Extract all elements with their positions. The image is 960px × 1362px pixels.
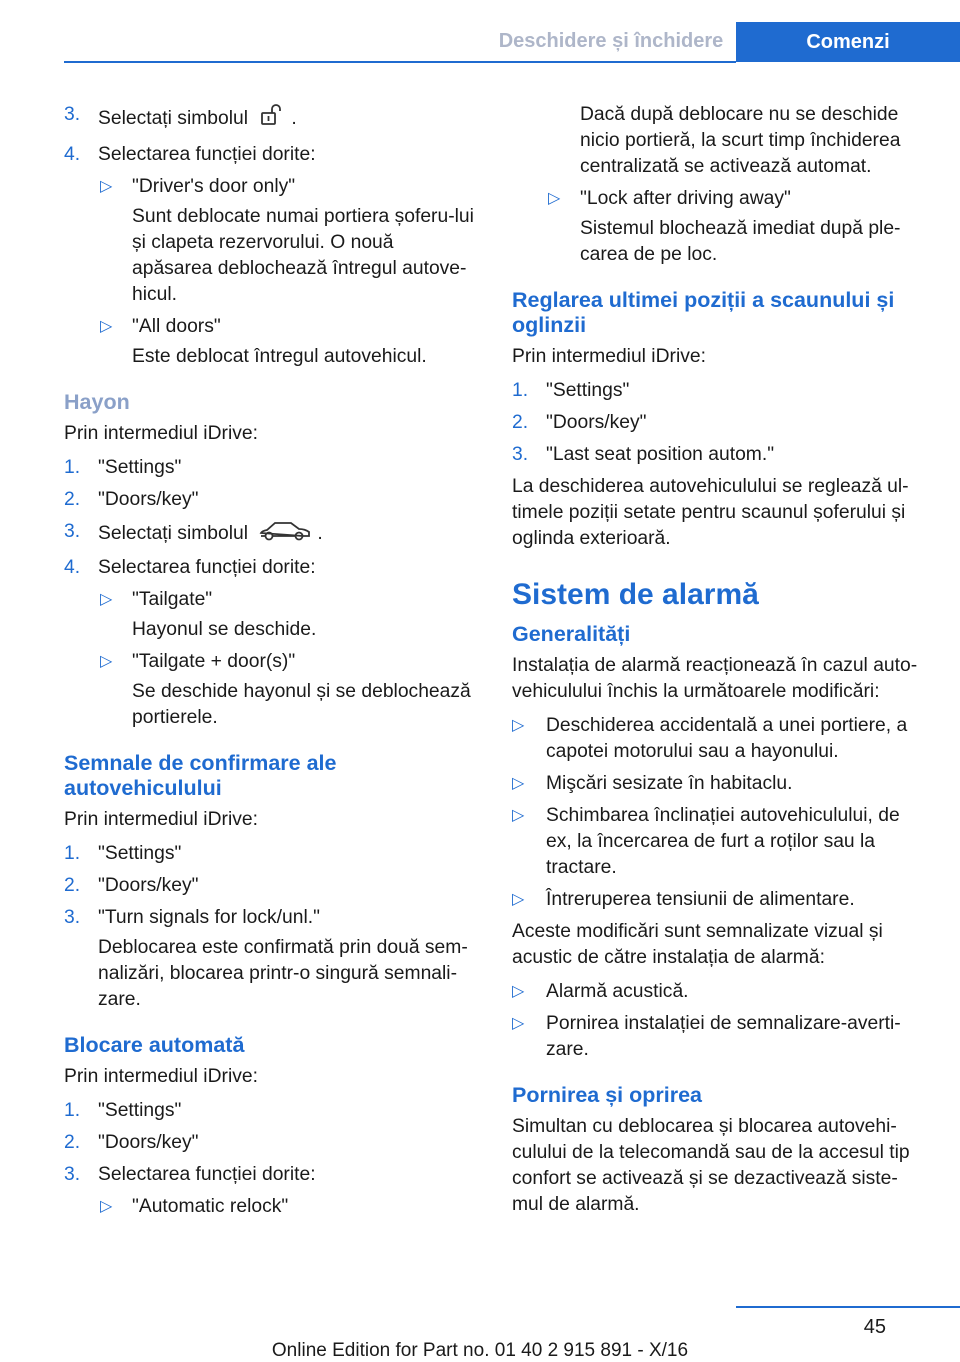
list-item: [64, 487, 478, 513]
triangle-right-icon: ▷: [512, 891, 525, 908]
item-number: 1.: [512, 380, 529, 401]
sub-item: [64, 174, 478, 308]
right-column: [512, 102, 926, 1226]
item-text: Selectarea funcției dorite:: [98, 1164, 316, 1185]
item-text: "Doors/key": [98, 1132, 199, 1153]
section-outro: La deschiderea autovehiculului se reglează ul-timele poziții setate pentru scaunul șoferului și oglinda exterioară.: [512, 476, 909, 549]
sub-item-desc: Hayonul se deschide.: [132, 619, 317, 640]
footer-edition: Online Edition for Part no. 01 40 2 915 891 - X/16: [271, 1340, 689, 1361]
list-item: [64, 841, 478, 867]
triangle-right-icon: ▷: [100, 178, 113, 195]
bullet-item: [512, 713, 926, 765]
item-number: 3.: [64, 907, 81, 928]
sub-item: [64, 1194, 478, 1220]
item-number: 4.: [64, 557, 81, 578]
bullet-text: Pornirea instalației de semnalizare-averti-zare.: [546, 1013, 901, 1060]
section-heading-reglare: Reglarea ultimei poziții a scaunului și oglinzii: [512, 288, 895, 337]
triangle-right-icon: ▷: [100, 318, 113, 335]
triangle-right-icon: ▷: [512, 983, 525, 1000]
page-number: 45: [863, 1316, 886, 1338]
item-text: Selectarea funcției dorite:: [98, 144, 316, 165]
section-intro: Prin intermediul iDrive:: [64, 809, 258, 830]
list-item: [512, 378, 926, 404]
list-item: [64, 519, 478, 549]
section-heading-hayon: Hayon: [64, 390, 130, 414]
list-item: [64, 555, 478, 581]
list-item: [64, 142, 478, 168]
item-text: "Doors/key": [546, 412, 647, 433]
item-text: "Turn signals for lock/unl.": [98, 907, 320, 928]
list-item: [64, 102, 478, 136]
sub-item-desc: Sistemul blochează imediat după ple-carea de pe loc.: [580, 218, 901, 265]
sub-item-label: "Automatic relock": [132, 1196, 289, 1217]
item-text: "Last seat position autom.": [546, 444, 775, 465]
item-text: "Settings": [98, 843, 182, 864]
list-item: [64, 1098, 478, 1124]
item-desc: Deblocarea este confirmată prin două sem-nalizări, blocarea printr-o singură semnali-zare.: [98, 937, 468, 1010]
bullet-item: [512, 1011, 926, 1063]
list-item: [64, 455, 478, 481]
item-number: 3.: [64, 104, 81, 125]
triangle-right-icon: ▷: [100, 653, 113, 670]
header-section-title: Deschidere și închidere: [498, 30, 724, 52]
sub-item: [512, 186, 926, 268]
sub-item-desc: Dacă după deblocare nu se deschide nicio portieră, la scurt timp închiderea centralizată se activează automat.: [580, 104, 901, 177]
triangle-right-icon: ▷: [512, 1015, 525, 1032]
item-text: "Settings": [98, 1100, 182, 1121]
section-heading-semnale: Semnale de confirmare ale autovehiculului: [64, 751, 337, 800]
sub-item: [64, 314, 478, 370]
triangle-right-icon: ▷: [548, 190, 561, 207]
section-heading-generalitati: Generalități: [512, 622, 631, 646]
section-text: Simultan cu deblocarea și blocarea autovehi-culului de la telecomandă sau de la accesul tip confort se activează și se dezactivează siste-mul de alarmă.: [512, 1116, 910, 1215]
bullet-text: Mişcări sesizate în habitaclu.: [546, 773, 793, 794]
item-text: "Settings": [546, 380, 630, 401]
list-item: [64, 873, 478, 899]
triangle-right-icon: ▷: [512, 775, 525, 792]
triangle-right-icon: ▷: [100, 1198, 113, 1215]
section-heading-blocare: Blocare automată: [64, 1033, 245, 1057]
item-number: 2.: [512, 412, 529, 433]
section-intro: Prin intermediul iDrive:: [64, 1066, 258, 1087]
list-item: [64, 1130, 478, 1156]
header-chapter-tab: Comenzi: [736, 22, 960, 62]
section-heading-pornire: Pornirea și oprirea: [512, 1083, 702, 1107]
bullet-item: [512, 979, 926, 1005]
sub-item-label: "All doors": [132, 316, 221, 337]
section-intro: Prin intermediul iDrive:: [512, 346, 706, 367]
item-number: 3.: [512, 444, 529, 465]
header-rule: [64, 61, 736, 63]
sub-item: [64, 587, 478, 643]
item-text: "Settings": [98, 457, 182, 478]
section-text: Aceste modificări sunt semnalizate vizual și acustic de către instalația de alarmă:: [512, 921, 883, 968]
item-number: 3.: [64, 1164, 81, 1185]
bullet-item: [512, 887, 926, 913]
bullet-text: Întreruperea tensiunii de alimentare.: [546, 889, 855, 910]
sub-item-label: "Lock after driving away": [580, 188, 791, 209]
bullet-item: [512, 771, 926, 797]
item-number: 2.: [64, 489, 81, 510]
triangle-right-icon: ▷: [512, 807, 525, 824]
unlock-icon: [259, 102, 285, 136]
item-number: 2.: [64, 875, 81, 896]
item-text: "Doors/key": [98, 875, 199, 896]
sub-item-desc: Se deschide hayonul și se deblochează portierele.: [132, 681, 471, 728]
item-number: 1.: [64, 457, 81, 478]
item-number: 1.: [64, 1100, 81, 1121]
item-text: Selectarea funcției dorite:: [98, 557, 316, 578]
list-item: [512, 442, 926, 468]
triangle-right-icon: ▷: [512, 717, 525, 734]
list-item: [512, 410, 926, 436]
sub-item-label: "Tailgate + door(s)": [132, 651, 296, 672]
left-column: [64, 102, 478, 1226]
item-number: 2.: [64, 1132, 81, 1153]
bullet-text: Deschiderea accidentală a unei portiere, a capotei motorului sau a hayonului.: [546, 715, 908, 762]
sub-item-label: "Driver's door only": [132, 176, 296, 197]
sub-item: [64, 649, 478, 731]
list-item: [64, 905, 478, 1013]
sub-item-continued: [512, 102, 926, 180]
item-text: Selectați simbolul: [98, 108, 249, 130]
sub-item-desc: Este deblocat întregul autovehicul.: [132, 346, 427, 367]
bullet-text: Alarmă acustică.: [546, 981, 689, 1002]
item-tail: .: [317, 523, 323, 545]
section-intro: Prin intermediul iDrive:: [64, 423, 258, 444]
section-text: Instalația de alarmă reacționează în cazul auto-vehiculului închis la următoarele modificări:: [512, 655, 918, 702]
sub-item-desc: Sunt deblocate numai portiera șoferu-lui și clapeta rezervorului. O nouă apăsarea deblochează întregul autove-hicul.: [132, 206, 474, 305]
bullet-text: Schimbarea înclinației autovehiculului, de ex, la încercarea de furt a roților sau la tractare.: [546, 805, 900, 878]
footer-rule: [736, 1306, 960, 1308]
item-number: 4.: [64, 144, 81, 165]
triangle-right-icon: ▷: [100, 591, 113, 608]
chapter-heading-alarma: Sistem de alarmă: [512, 578, 759, 611]
item-number: 3.: [64, 521, 81, 542]
item-number: 1.: [64, 843, 81, 864]
sub-item-label: "Tailgate": [132, 589, 213, 610]
car-icon: [259, 519, 311, 549]
item-text: Selectați simbolul: [98, 523, 249, 545]
list-item: [64, 1162, 478, 1188]
bullet-item: [512, 803, 926, 881]
item-text: "Doors/key": [98, 489, 199, 510]
item-tail: .: [291, 108, 297, 130]
